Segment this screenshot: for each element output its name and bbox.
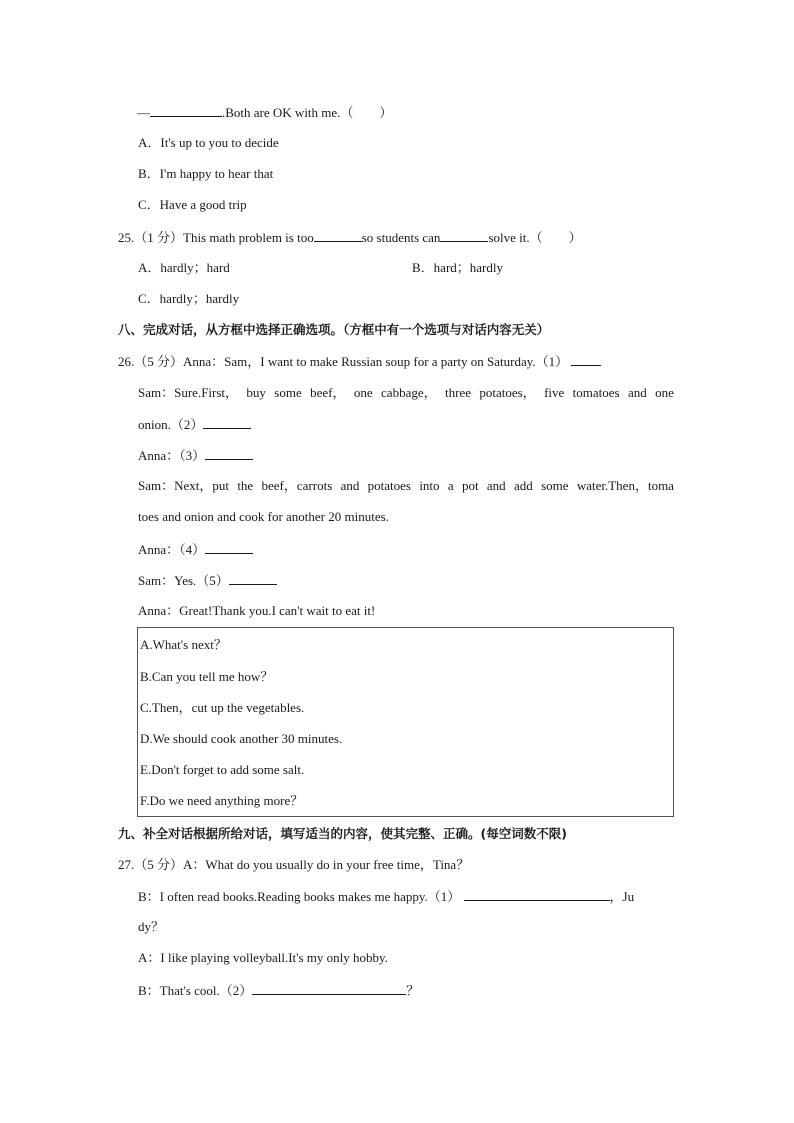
q26-blank-4[interactable] xyxy=(205,541,253,554)
word: and xyxy=(627,385,647,400)
q27-blank-2[interactable] xyxy=(252,982,406,995)
q27-b-2 xyxy=(138,982,419,999)
q27-a-2: A：I like playing volleyball.It's my only hobby. xyxy=(138,950,388,965)
q25-number: 25.（1 分）This math problem is too xyxy=(118,230,314,245)
q26-sam-2 xyxy=(138,478,674,494)
q26-sam-1-cont xyxy=(138,416,251,433)
q24-option-b[interactable]: B．I'm happy to hear that xyxy=(138,166,274,181)
word: the xyxy=(237,478,254,493)
word: five xyxy=(544,385,565,400)
word: Sam：Next，put xyxy=(138,478,229,493)
q27-b-2-text: B：That's cool.（2） xyxy=(138,983,253,998)
section-8-heading: 八、完成对话，从方框中选择正确选项。（方框中有一个选项与对话内容无关） xyxy=(118,322,550,337)
options-box xyxy=(137,627,674,817)
q26-anna-2 xyxy=(138,447,253,464)
q27-b-1 xyxy=(138,888,634,905)
q25-option-c[interactable]: C．hardly；hardly xyxy=(138,291,240,306)
q26-anna-1: 26.（5 分）Anna：Sam，I want to make Russian soup for a party on Saturday.（1） xyxy=(118,354,569,369)
q25-option-a[interactable]: A．hardly；hard xyxy=(138,260,230,275)
q26-blank-1[interactable] xyxy=(571,353,601,366)
q26-sam-2-cont: toes and onion and cook for another 20 minutes. xyxy=(138,509,389,524)
word: buy xyxy=(246,385,266,400)
q24-option-c[interactable]: C．Have a good trip xyxy=(138,197,247,212)
word: tomatoes xyxy=(572,385,620,400)
section-9-heading: 九、补全对话根据所给对话，填写适当的内容，使其完整、正确。(每空词数不限) xyxy=(118,826,567,841)
word: and xyxy=(486,478,506,493)
q26-anna-4: Anna：Great!Thank you.I can't wait to eat it! xyxy=(138,603,376,618)
word: one xyxy=(353,385,373,400)
word: a xyxy=(447,478,454,493)
q24-dash: — xyxy=(137,105,150,120)
q26-sam-3 xyxy=(138,572,277,589)
q24-stem-text: .Both are OK with me.（ ） xyxy=(222,105,393,120)
q27-line-1: 27.（5 分）A：What do you usually do in your free time，Tina？ xyxy=(118,857,470,872)
word: cabbage， xyxy=(381,385,437,400)
q26-blank-3[interactable] xyxy=(205,447,253,460)
word: some xyxy=(274,385,302,400)
q24-option-a[interactable]: A．It's up to you to decide xyxy=(138,135,279,150)
word: pot xyxy=(461,478,479,493)
word: some xyxy=(541,478,569,493)
q26-blank-2[interactable] xyxy=(203,416,251,429)
q26-onion: onion.（2） xyxy=(138,417,204,432)
box-option-a[interactable]: A.What's next？ xyxy=(140,637,227,652)
word: and xyxy=(340,478,360,493)
word: potatoes xyxy=(367,478,411,493)
q26-anna-3-text: Anna：（4） xyxy=(138,542,206,557)
q25-stem xyxy=(118,229,582,246)
word: water.Then，toma xyxy=(576,478,674,493)
word: into xyxy=(419,478,440,493)
word: beef，carrots xyxy=(261,478,333,493)
box-option-e[interactable]: E.Don't forget to add some salt. xyxy=(140,762,305,777)
q27-b-1-end: ，Ju xyxy=(609,889,635,904)
word: add xyxy=(513,478,533,493)
q27-b-1-text: B：I often read books.Reading books makes me happy.（1） xyxy=(138,889,461,904)
q24-blank[interactable] xyxy=(150,104,222,117)
box-option-c[interactable]: C.Then，cut up the vegetables. xyxy=(140,700,305,715)
box-option-b[interactable]: B.Can you tell me how？ xyxy=(140,669,274,684)
q26-sam-1 xyxy=(138,385,674,401)
q26-sam-3-text: Sam：Yes.（5） xyxy=(138,573,229,588)
box-option-d[interactable]: D.We should cook another 30 minutes. xyxy=(140,731,343,746)
word: potatoes， xyxy=(479,385,536,400)
q26-anna-2-text: Anna：（3） xyxy=(138,448,206,463)
q25-end: solve it.（ ） xyxy=(488,230,582,245)
q25-blank-2[interactable] xyxy=(440,229,488,242)
word: one xyxy=(655,385,674,400)
q25-option-b[interactable]: B．hard；hardly xyxy=(412,260,503,275)
word: Sam：Sure.First， xyxy=(138,385,239,400)
q25-mid: so students can xyxy=(361,230,441,245)
q27-b-2-end: ？ xyxy=(406,983,420,998)
word: beef， xyxy=(310,385,346,400)
word: three xyxy=(445,385,471,400)
q27-b-1-cont: dy？ xyxy=(138,919,165,934)
box-option-f[interactable]: F.Do we need anything more？ xyxy=(140,793,304,808)
q26-blank-5[interactable] xyxy=(229,572,277,585)
q26-anna-3 xyxy=(138,541,253,558)
q24-stem xyxy=(137,104,392,121)
q26-line-1 xyxy=(118,353,601,370)
q27-blank-1[interactable] xyxy=(464,888,610,901)
q25-blank-1[interactable] xyxy=(314,229,362,242)
